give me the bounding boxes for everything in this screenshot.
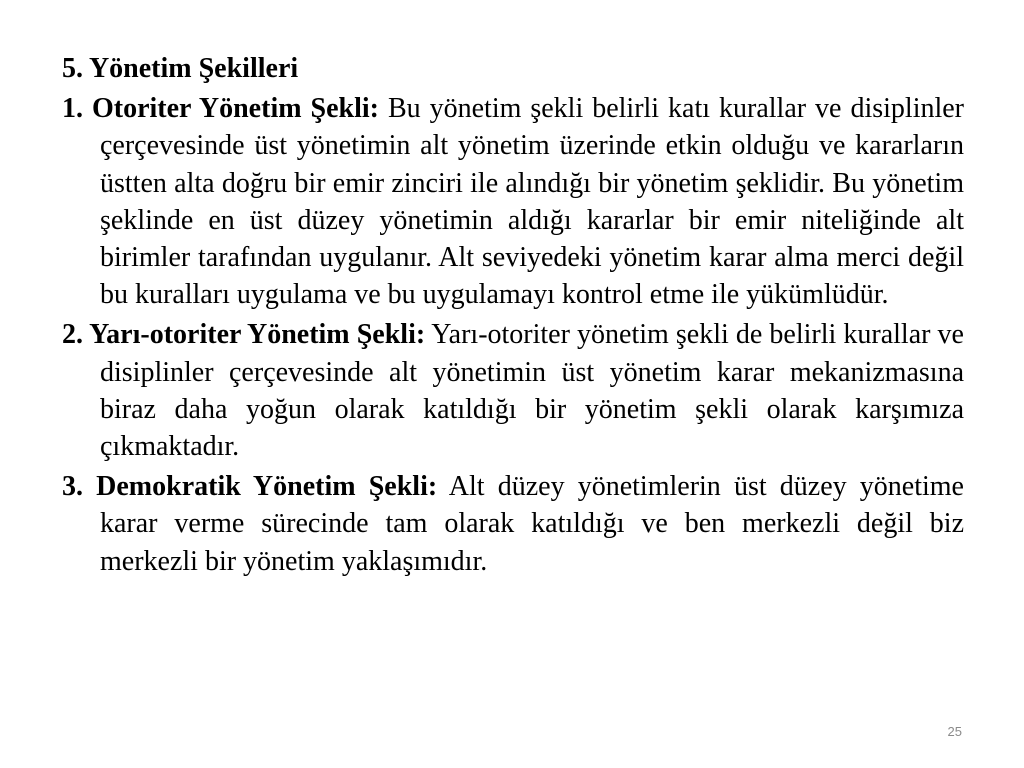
item-title: 3. Demokratik Yönetim Şekli:	[62, 471, 438, 503]
item-text: Alt düzey yönetimlerin üst düzey yönetime karar verme sürecinde tam olarak katıldığı ve ben merkezli değil biz merkezli bir yönetim yaklaşımıdır.	[100, 471, 964, 577]
page-number: 25	[947, 724, 962, 739]
item-text: Yarı-otoriter yönetim şekli de belirli kurallar ve disiplinler çerçevesinde alt yönetimin üst yönetim karar mekanizmasına biraz daha yoğun olarak katıldığı bir yönetim şekli olarak karşımıza çıkmaktadır.	[100, 319, 964, 463]
list-item-yari-otoriter	[62, 316, 964, 465]
item-title: 1. Otoriter Yönetim Şekli:	[62, 93, 379, 125]
list-item-otoriter	[62, 90, 964, 313]
item-text: Bu yönetim şekli belirli katı kurallar ve disiplinler çerçevesinde üst yönetimin alt yönetim üzerinde etkin olduğu ve kararların üstten alta doğru bir emir zinciri ile alındığı bir yönetim şeklidir. Bu yönetim şeklinde en üst düzey yönetimin aldığı kararlar bir emir niteliğinde alt birimler tarafından uygulanır. Alt seviyedeki yönetim karar alma merci değil bu kuralları uygulama ve bu uygulamayı kontrol etme ile yükümlüdür.	[100, 93, 965, 311]
item-title: 2. Yarı-otoriter Yönetim Şekli:	[62, 319, 426, 351]
list-item-demokratik	[62, 468, 964, 580]
slide-content	[62, 50, 964, 583]
section-heading: 5. Yönetim Şekilleri	[62, 53, 299, 84]
